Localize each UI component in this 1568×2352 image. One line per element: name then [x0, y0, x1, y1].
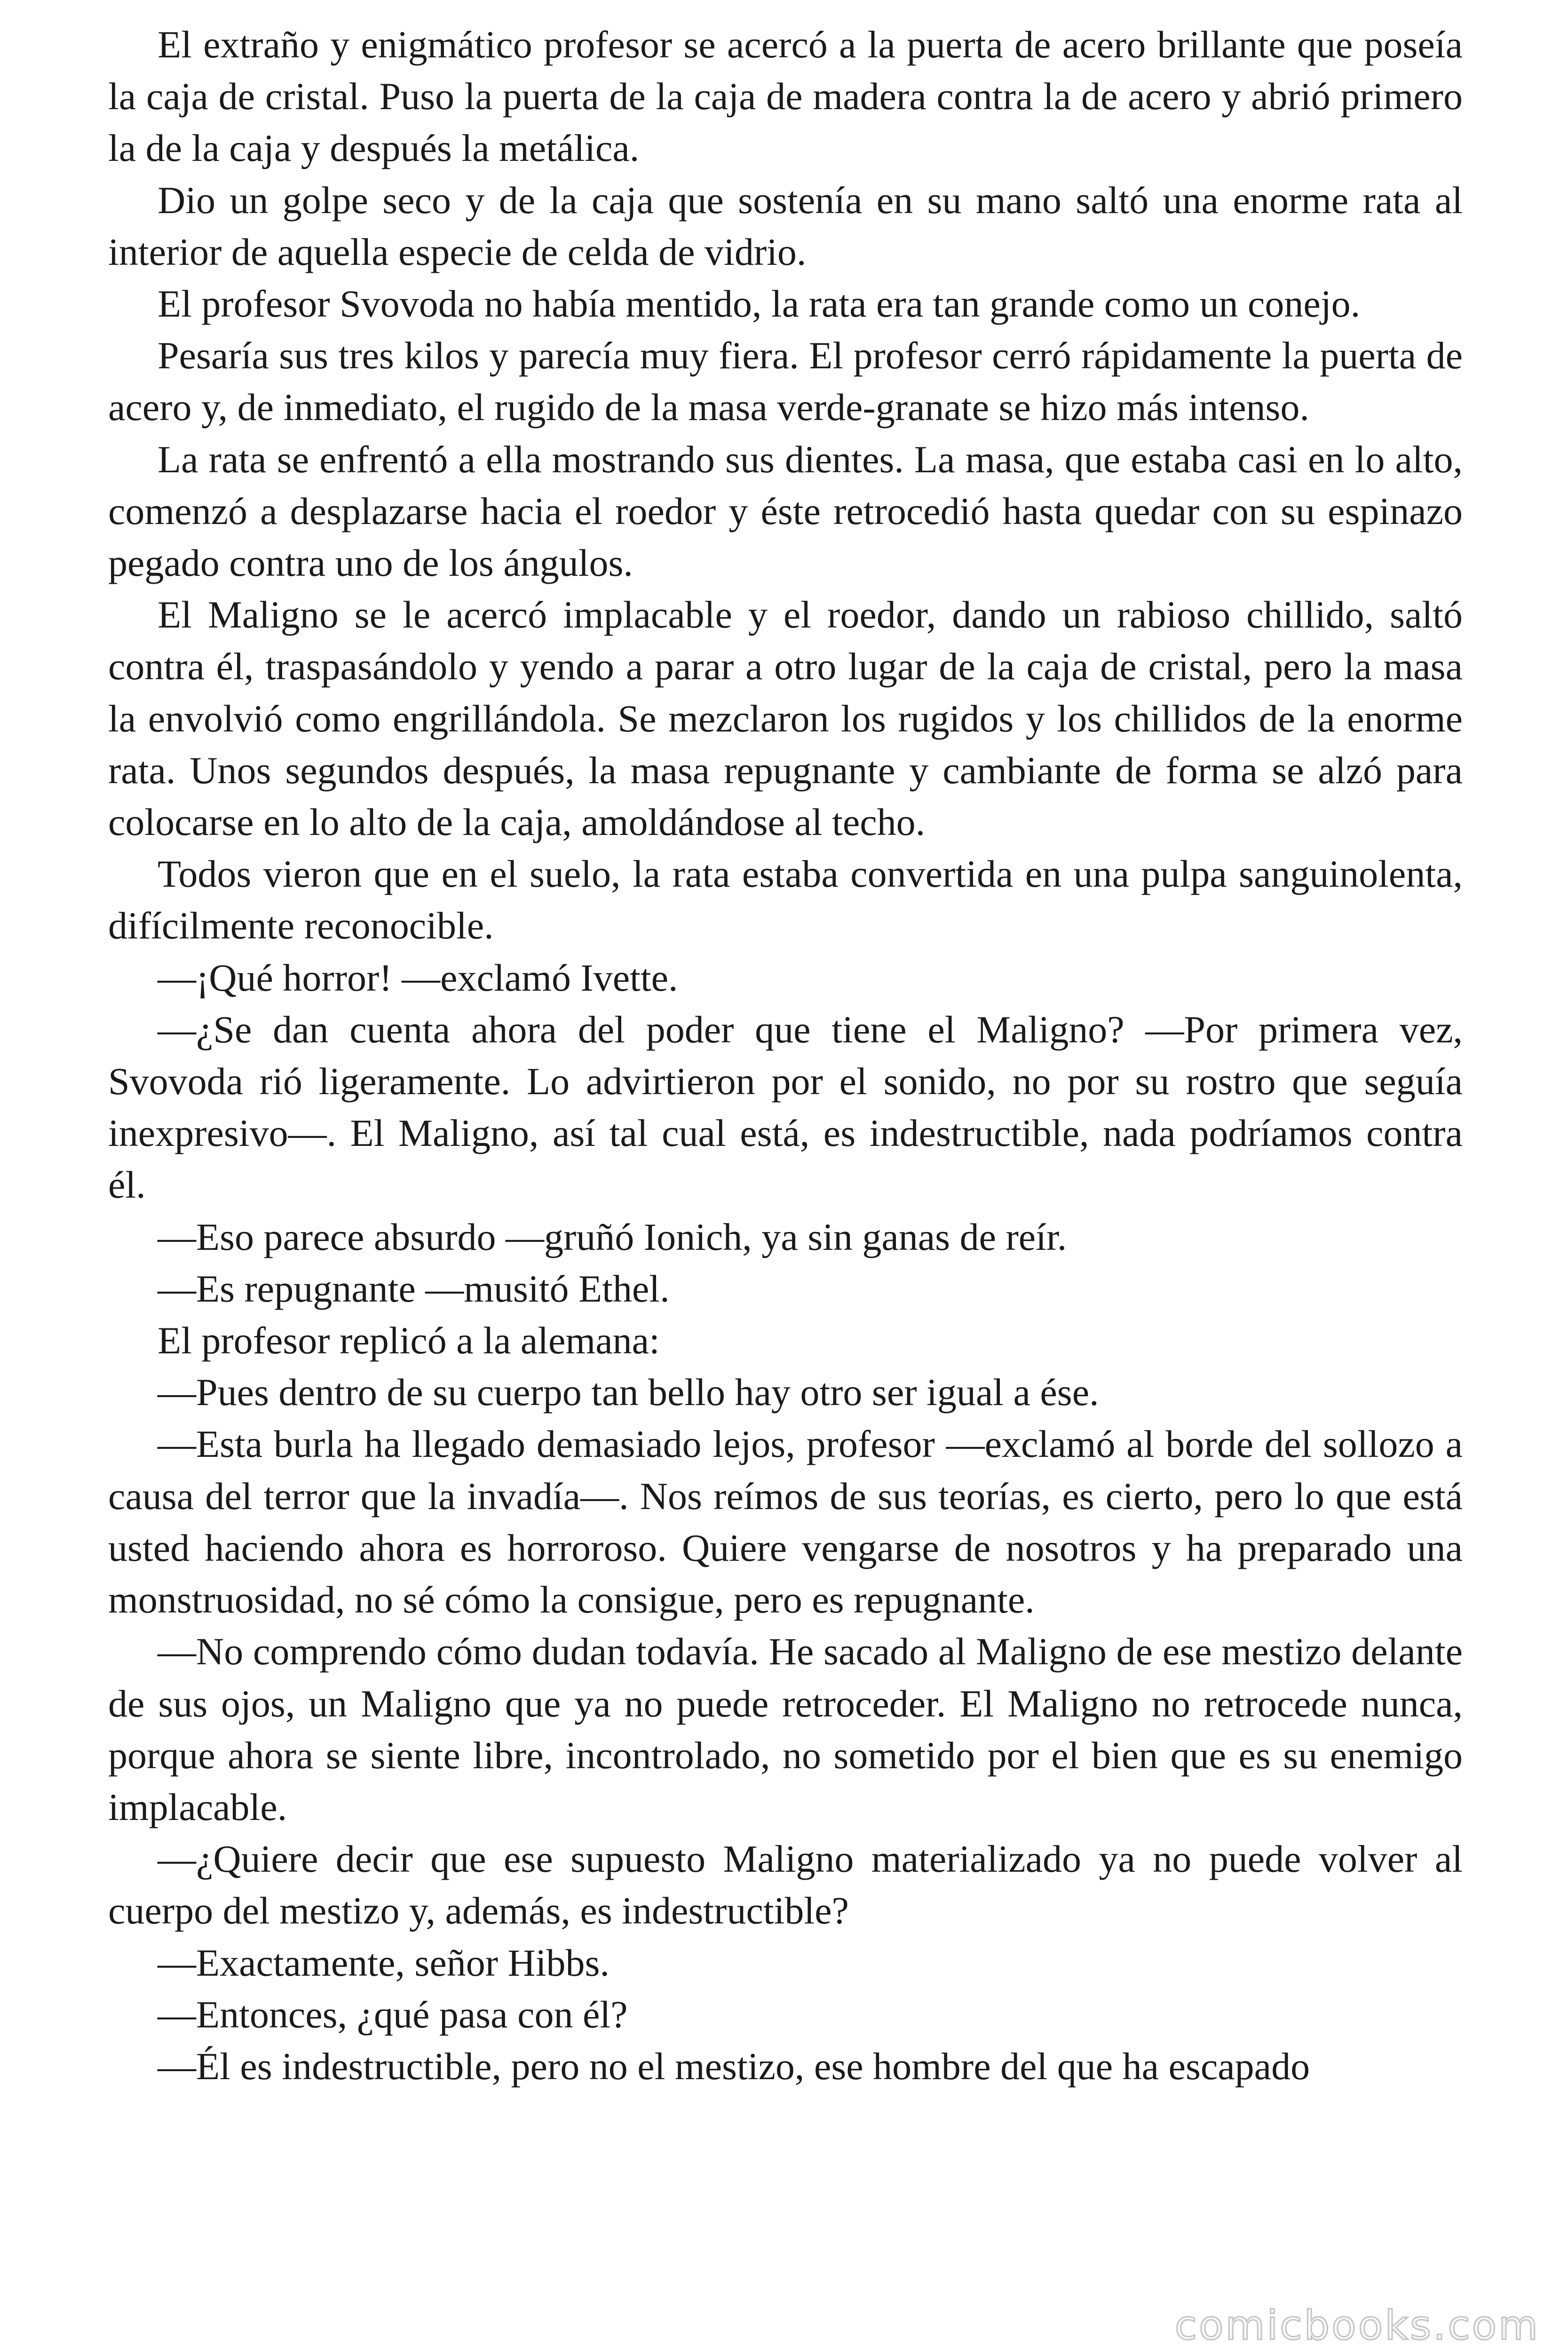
dialogue-line: —Pues dentro de su cuerpo tan bello hay otro ser igual a ése. — [158, 1371, 1099, 1414]
dialogue-line: —¿Quiere decir que ese supuesto Maligno materializado ya no puede volver al cuerpo del mestizo y, además, es indestructible? — [108, 1837, 1463, 1932]
dialogue-line: —¡Qué horror! —exclamó Ivette. — [158, 956, 678, 999]
watermark: comicbooks.com — [1174, 2302, 1540, 2349]
dialogue-line: —Esta burla ha llegado demasiado lejos, profesor —exclamó al borde del sollozo a causa del terror que la invadía—. Nos reímos de sus teorías, es cierto, pero lo que está usted haciendo ahora es horroroso. Quiere vengarse de nosotros y ha preparado una monstruosidad, no sé cómo la consigue, pero es repugnante. — [108, 1422, 1463, 1621]
paragraph: El profesor Svovoda no había mentido, la rata era tan grande como un conejo. — [158, 282, 1361, 326]
paragraph: Todos vieron que en el suelo, la rata estaba convertida en una pulpa sanguinolenta, difícilmente reconocible. — [108, 852, 1463, 947]
dialogue-line: —Exactamente, señor Hibbs. — [158, 1941, 610, 1984]
paragraph: La rata se enfrentó a ella mostrando sus dientes. La masa, que estaba casi en lo alto, comenzó a desplazarse hacia el roedor y éste retrocedió hasta quedar con su espinazo pegado contra uno de los ángulos. — [108, 437, 1463, 585]
page-text — [108, 19, 1463, 2092]
paragraph: Pesaría sus tres kilos y parecía muy fiera. El profesor cerró rápidamente la puerta de acero y, de inmediato, el rugido de la masa verde-granate se hizo más intenso. — [108, 334, 1463, 429]
paragraph: Dio un golpe seco y de la caja que sostenía en su mano saltó una enorme rata al interior de aquella especie de celda de vidrio. — [108, 178, 1463, 273]
paragraph: El Maligno se le acercó implacable y el roedor, dando un rabioso chillido, saltó contra él, traspasándolo y yendo a parar a otro lugar de la caja de cristal, pero la masa la envolvió como engrillándola. Se mezclaron los rugidos y los chillidos de la enorme rata. Unos segundos después, la masa repugnante y cambiante de forma se alzó para colocarse en lo alto de la caja, amoldándose al techo. — [108, 593, 1463, 844]
dialogue-line: —Entonces, ¿qué pasa con él? — [158, 1993, 628, 2036]
paragraph: El profesor replicó a la alemana: — [158, 1319, 660, 1362]
dialogue-line: —¿Se dan cuenta ahora del poder que tiene el Maligno? —Por primera vez, Svovoda rió ligeramente. Lo advirtieron por el sonido, no por su rostro que seguía inexpresivo—. El Maligno, así tal cual está, es indestructible, nada podríamos contra él. — [108, 1008, 1463, 1207]
dialogue-line: —Es repugnante —musitó Ethel. — [158, 1267, 670, 1310]
dialogue-line: —Eso parece absurdo —gruñó Ionich, ya sin ganas de reír. — [158, 1215, 1067, 1258]
paragraph: El extraño y enigmático profesor se acercó a la puerta de acero brillante que poseía la caja de cristal. Puso la puerta de la caja de madera contra la de acero y abrió primero la de la caja y después la metálica. — [108, 23, 1463, 170]
dialogue-line: —Él es indestructible, pero no el mestizo, ese hombre del que ha escapado — [158, 2044, 1310, 2088]
dialogue-line: —No comprendo cómo dudan todavía. He sacado al Maligno de ese mestizo delante de sus ojos, un Maligno que ya no puede retroceder. El Maligno no retrocede nunca, porque ahora se siente libre, incontrolado, no sometido por el bien que es su enemigo implacable. — [108, 1630, 1463, 1828]
